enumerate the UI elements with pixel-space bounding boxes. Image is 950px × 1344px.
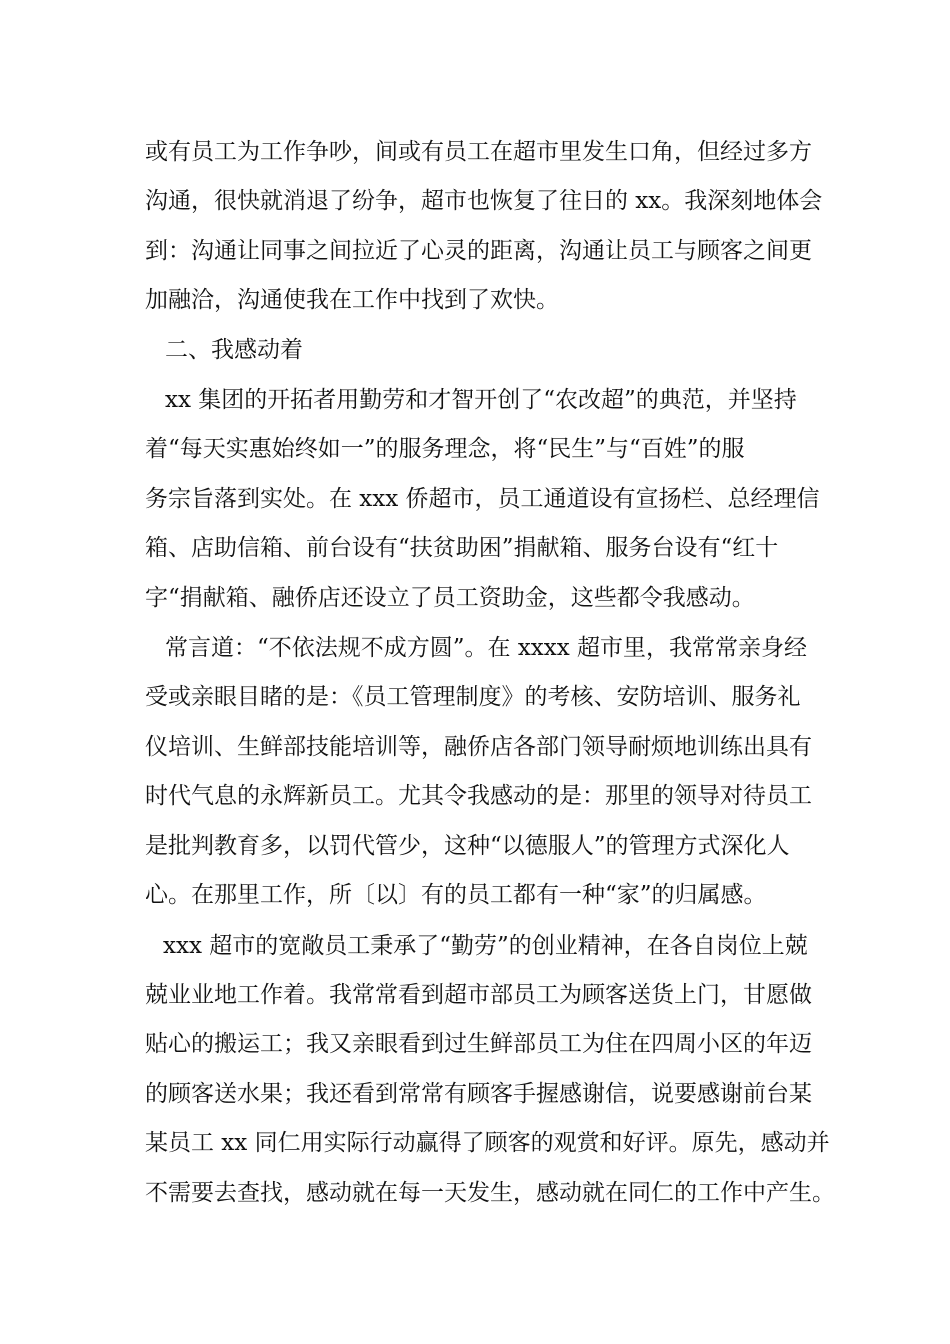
text-line: 贴心的搬运工；我又亲眼看到过生鲜部员工为住在四周小区的年迈	[145, 1031, 812, 1057]
text-line: 或有员工为工作争吵，间或有员工在超市里发生口角，但经过多方	[145, 139, 812, 165]
text-line: xxx 超市的宽敞员工秉承了“勤劳”的创业精神，在各自岗位上兢	[163, 933, 808, 959]
text-line: 的顾客送水果；我还看到常常有顾客手握感谢信，说要感谢前台某	[145, 1081, 812, 1107]
text-line: xx 集团的开拓者用勤劳和才智开创了“农改超”的典范，并坚持	[165, 387, 797, 413]
text-line: 受或亲眼目睹的是：《员工管理制度》的考核、安防培训、服务礼	[145, 684, 801, 710]
text-line: 箱、店助信箱、前台设有“扶贫助困”捐献箱、服务台设有“红十	[145, 535, 779, 561]
text-line: 不需要去查找，感动就在每一天发生，感动就在同仁的工作中产生。	[145, 1180, 835, 1206]
section-heading: 二、我感动着	[165, 337, 303, 363]
text-line: 时代气息的永辉新员工。尤其令我感动的是：那里的领导对待员工	[145, 783, 812, 809]
text-line: 兢业业地工作着。我常常看到超市部员工为顾客送货上门，甘愿做	[145, 982, 812, 1008]
text-line: 仪培训、生鲜部技能培训等，融侨店各部门领导耐烦地训练出具有	[145, 734, 812, 760]
text-line: 心。在那里工作，所〔以〕有的员工都有一种“家”的归属感。	[145, 882, 767, 908]
text-line: 某员工 xx 同仁用实际行动赢得了顾客的观赏和好评。原先，感动并	[145, 1130, 830, 1156]
text-line: 是批判教育多，以罚代管少，这种“以德服人”的管理方式深化人	[145, 833, 790, 859]
text-line: 加融洽，沟通使我在工作中找到了欢快。	[145, 287, 559, 313]
text-line: 务宗旨落到实处。在 xxx 侨超市，员工通道设有宣扬栏、总经理信	[145, 486, 820, 512]
text-line: 着“每天实惠始终如一”的服务理念，将“民生”与“百姓”的服	[145, 436, 745, 462]
text-line: 字“捐献箱、融侨店还设立了员工资助金，这些都令我感动。	[145, 585, 755, 611]
text-line: 沟通，很快就消退了纷争，超市也恢复了往日的 xx。我深刻地体会	[145, 188, 823, 214]
text-line: 常言道：“不依法规不成方圆”。在 xxxx 超市里，我常常亲身经	[165, 635, 808, 661]
text-line: 到：沟通让同事之间拉近了心灵的距离，沟通让员工与顾客之间更	[145, 238, 812, 264]
